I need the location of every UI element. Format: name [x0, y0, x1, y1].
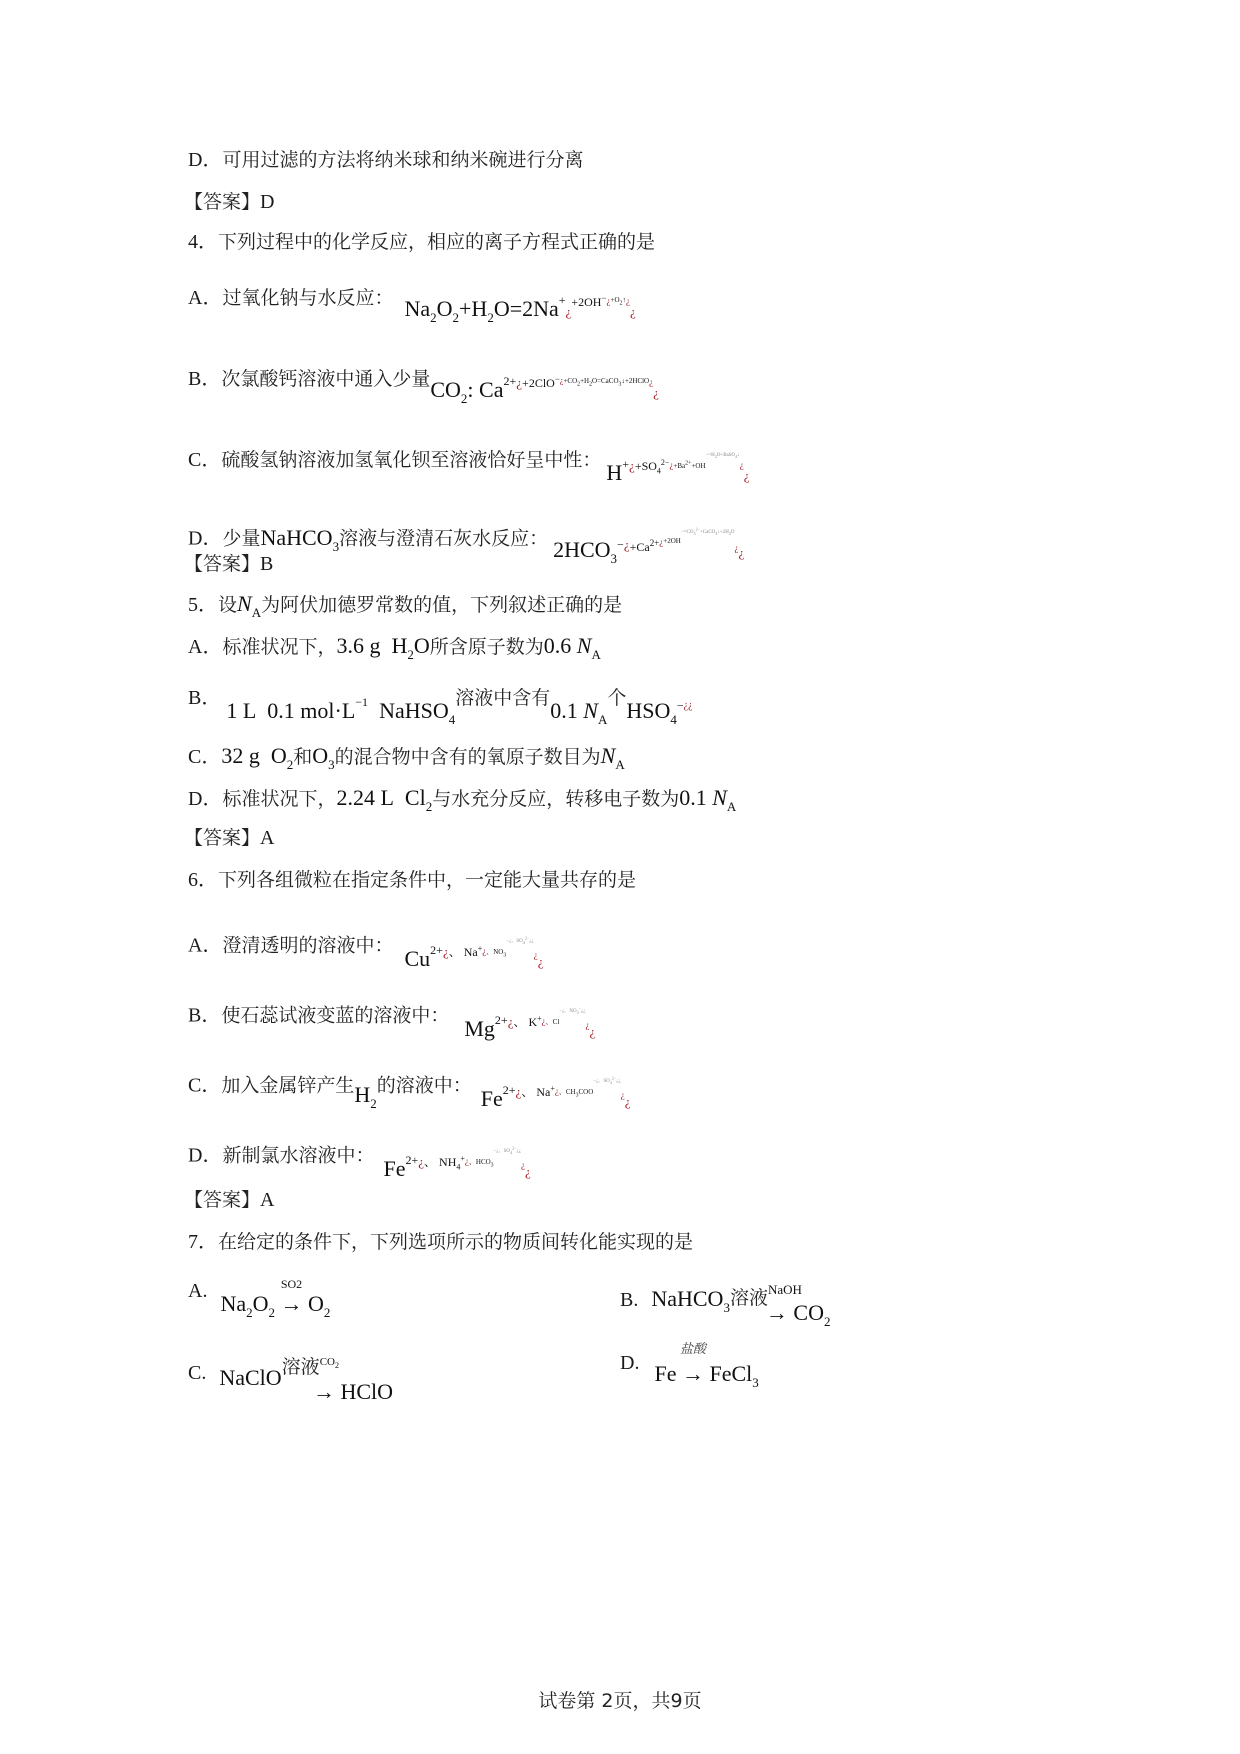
option-label: D． [188, 1144, 223, 1167]
question-number: 6． [188, 869, 218, 891]
q7-option-c: C. NaClO溶液$^{CO_2}$→ HClO [188, 1356, 394, 1404]
q5-option-a: A．标准状况下，3.6 g $H_2O$所含原子数为0.6 $N_A$ [188, 633, 601, 662]
option-text: 溶液与澄清石灰水反应： [339, 527, 549, 550]
equation: $2HCO_3^{-¿+Ca^{2+}¿+2OH-=CO_3^{2-}+CaCO_3↓+2H_2O¿}¿$ [553, 526, 745, 566]
option-label: C. [188, 1362, 207, 1384]
q5-option-b: B． 1 L 0.1 $mol\cdot L^{-1}$ NaHSO$_4$溶液中含有0.1 $N_A$个$HSO_4^{-¿¿}$ [188, 687, 693, 727]
stem-post: 为阿伏加德罗常数的值，下列叙述正确的是 [261, 594, 623, 616]
option-text: 澄清透明的溶液中： [222, 934, 394, 957]
option-text: 可用过滤的方法将纳米球和纳米碗进行分离 [222, 149, 584, 171]
question-number: 4． [188, 231, 218, 253]
page-footer [0, 1686, 1240, 1713]
question-number: 5． [188, 594, 218, 616]
option-label: B． [188, 1004, 222, 1027]
q5-option-d: D．标准状况下，2.24 L $Cl_2$与水充分反应，转移电子数为0.1 $N_A$ [188, 785, 737, 814]
option-text: 新制氯水溶液中： [222, 1144, 375, 1167]
option-text-pre: 加入金属锌产生 [221, 1074, 355, 1097]
q3-answer [184, 190, 274, 214]
q7-option-b: B. NaHCO$_3$溶液$^{NaOH}\to CO_2$ [620, 1282, 831, 1329]
option-label: D． [188, 527, 223, 550]
chem-formula: NaHCO$_3$ [260, 524, 340, 554]
avogadro-symbol: $N_A$ [237, 591, 262, 620]
option-label: C． [188, 746, 222, 768]
answer-label: 【答案】 [184, 553, 261, 575]
equation: $CO_2$: $Ca^{2+¿+2ClO^-¿+CO_2+H_2O=CaCO_3↓+2HClO¿}¿$ [430, 374, 659, 406]
q4-option-c [188, 430, 750, 485]
q6-option-c [188, 1052, 631, 1111]
q6-answer [184, 1188, 274, 1212]
option-text: 次氯酸钙溶液中通入少量 [221, 368, 431, 390]
question-stem: 在给定的条件下，下列选项所示的物质间转化能实现的是 [218, 1231, 694, 1253]
option-label: D． [188, 788, 223, 810]
answer-value: B [260, 553, 274, 575]
chem-formula: $H_2$ [354, 1081, 377, 1111]
ion-list: $Fe^{2+¿、 NH_4^+¿、HCO_3-¿、SO_4^{2-}¿¿¿}¿$ [383, 1145, 531, 1181]
conversion: NaClO [219, 1365, 282, 1390]
ion-list: $Mg^{2+¿、 K^+¿、Cl-¿、NO_3^-¿¿¿}¿$ [464, 1005, 596, 1041]
option-label: A． [188, 287, 223, 309]
q6-stem [188, 868, 636, 892]
equation: $Na_2O_2+H_2O=2Na^+¿^{+2OH^-¿+O_2↑¿}¿$ [404, 293, 636, 325]
ion-list: $Fe^{2+¿、 Na^+¿、CH_3COO-¿、SO_4^{2-}¿¿¿}¿$ [480, 1075, 631, 1111]
conversion: Fe 盐酸 → FeCl$_3$ [654, 1342, 759, 1390]
question-stem: 下列各组微粒在指定条件中，一定能大量共存的是 [218, 869, 637, 891]
q5-stem [188, 592, 622, 625]
q4-answer [184, 552, 273, 576]
question-number: 7． [188, 1231, 218, 1253]
option-label: A． [188, 636, 223, 658]
q3-option-d [188, 148, 583, 172]
answer-label: 【答案】 [184, 191, 261, 213]
q6-option-b [188, 982, 596, 1041]
q4-option-b [188, 355, 659, 406]
option-label: C． [188, 1074, 222, 1097]
q7-option-a [188, 1277, 331, 1320]
q5-answer [184, 826, 274, 850]
q4-stem [188, 230, 655, 254]
answer-value: D [260, 191, 275, 213]
option-label: B. [620, 1289, 639, 1311]
option-label: D． [188, 149, 223, 171]
answer-label: 【答案】 [184, 827, 261, 849]
stem-pre: 设 [218, 594, 238, 616]
option-text: 的溶液中： [376, 1074, 472, 1097]
option-label: C． [188, 449, 222, 471]
answer-value: A [260, 1189, 275, 1211]
option-text: 使石蕊试液变蓝的溶液中： [221, 1004, 450, 1027]
q6-option-d [188, 1122, 531, 1181]
page-number: 试卷第 2页，共9页 [538, 1690, 702, 1712]
option-text: 硫酸氢钠溶液加氢氧化钡至溶液恰好呈中性： [221, 449, 602, 471]
option-label: A. [188, 1280, 208, 1302]
option-label: B． [188, 687, 222, 709]
conversion: NaHCO$_3$ [651, 1286, 730, 1315]
q7-stem [188, 1230, 693, 1254]
question-stem: 下列过程中的化学反应，相应的离子方程式正确的是 [218, 231, 656, 253]
q7-option-d [620, 1342, 759, 1390]
q6-option-a [188, 912, 544, 971]
option-text-pre: 少量 [222, 527, 261, 550]
option-label: D. [620, 1352, 640, 1374]
option-label: A． [188, 934, 223, 957]
option-label: B． [188, 368, 222, 390]
answer-value: A [260, 827, 275, 849]
q4-option-a [188, 274, 636, 325]
answer-label: 【答案】 [184, 1189, 261, 1211]
equation: $H^{+¿+SO_4^{2-}¿+Ba^{2+}+OH-=H_2O+BaSO_4↓¿}¿$ [606, 453, 750, 485]
ion-list: $Cu^{2+¿、 Na^+¿、NO_3-¿、SO_4^{2-}¿¿¿}¿$ [404, 935, 544, 971]
q5-option-c: C．32 g $O_2$和$O_3$的混合物中含有的氧原子数目为$N_A$ [188, 743, 625, 772]
option-text: 过氧化钠与水反应： [222, 287, 394, 309]
conversion: $Na_2O_2$ SO2 → $O_2$ [220, 1277, 331, 1320]
